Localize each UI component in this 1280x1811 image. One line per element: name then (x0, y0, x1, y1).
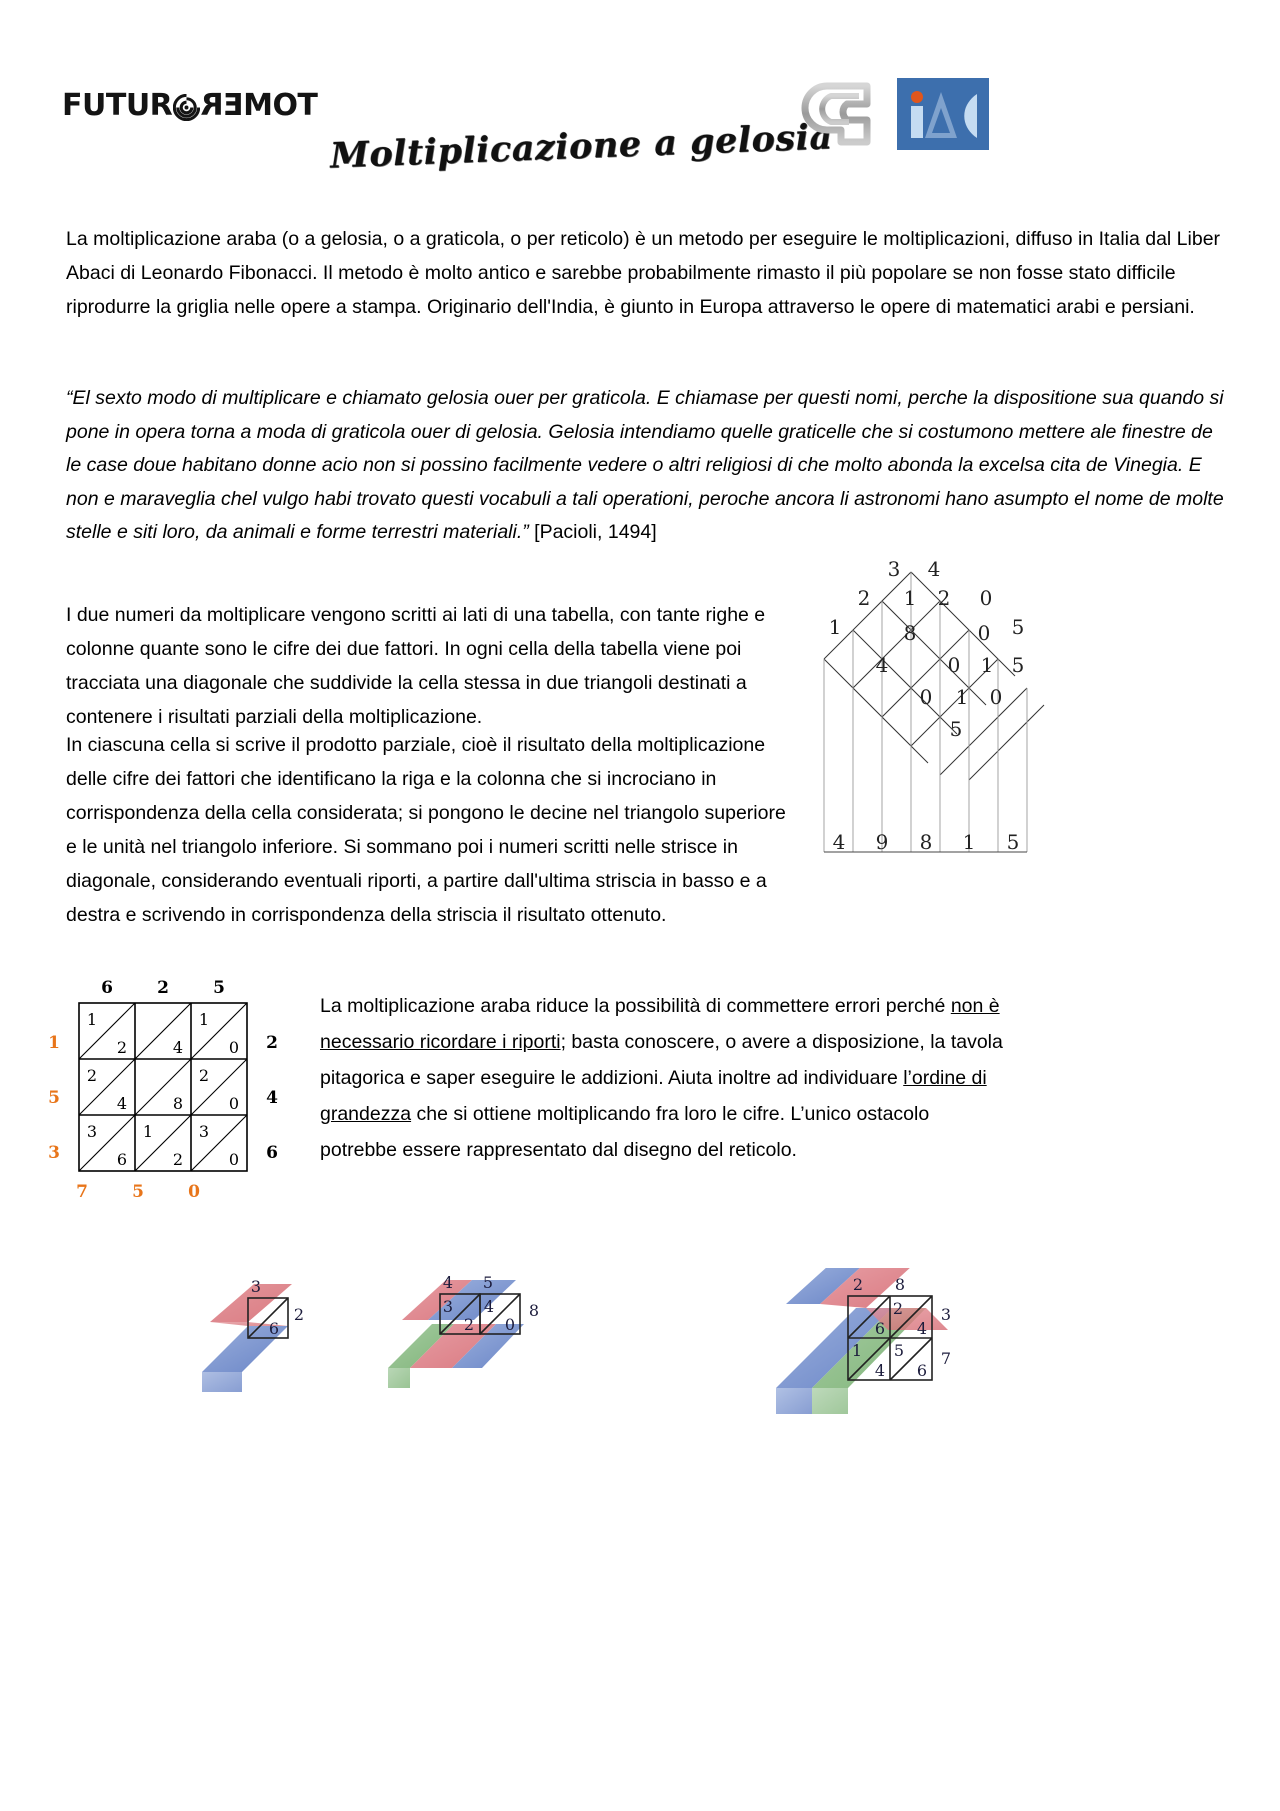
small-lattice-diagram (42, 975, 312, 1205)
svg-text:4: 4 (172, 1038, 184, 1057)
diamond-result-2: 8 (919, 830, 933, 854)
illu2-cell-1-lower: 0 (504, 1315, 516, 1334)
lattice-bottom-label-0: 7 (76, 1182, 88, 1202)
illu1-cell-lower: 6 (268, 1319, 280, 1338)
diamond-result-3: 1 (962, 830, 976, 854)
illu2-cell-1-upper: 4 (483, 1297, 495, 1316)
illu2-cell-0-upper: 3 (442, 1297, 454, 1316)
method-paragraph-a: I due numeri da moltiplicare vengono scritti ai lati di una tabella, con tante righe e colonne quante sono le cifre dei due fattori. In ogni cella della tabella viene poi tracciata una diagonale che suddivide la cella stessa in due triangoli destinati a contenere i risultati parziali della moltiplicazione. (66, 604, 766, 728)
pacioli-quote (66, 382, 1231, 550)
illu3-top-digit-1: 8 (894, 1275, 906, 1294)
quote-text: “El sexto modo di multiplicare e chiamato gelosia ouer per graticola. E chiamase per questi nomi, perche la dispositione sua quando si pone in opera torna a moda di graticola ouer di gelosia. Gelosia intendiamo quelle graticelle che si costumono mettere ale finestre de le case doue habitano donne acio non si possino facilmente vedere o altri religiosi di che molto abonda la excelsa cita de Vinegia. E non e maraveglia chel vulgo habi trovato questi vocabuli a tali operationi, peroche ancora li astronomi hano asumpto el nome de molte stelle e siti loro, da animali e forme terrestri materiali.” (66, 387, 1224, 543)
svg-text:3: 3 (86, 1122, 98, 1141)
futuro-remoto-logo (62, 88, 318, 123)
diamond-result-4: 5 (1006, 830, 1020, 854)
illustration-one-cell (196, 1280, 326, 1400)
illu1-top-digit: 3 (250, 1280, 262, 1296)
svg-text:2: 2 (116, 1038, 128, 1057)
diamond-lattice-diagram (806, 552, 1056, 882)
svg-text:4: 4 (116, 1094, 128, 1113)
illu3-top-digit-0: 2 (852, 1275, 864, 1294)
diamond-top-digit-0: 3 (887, 557, 901, 581)
illu2-top-digit-1: 5 (482, 1273, 494, 1292)
svg-text:5: 5 (1011, 615, 1025, 639)
illu3-cell-01-upper: 2 (892, 1299, 904, 1318)
logo-text-left: FUTUR (62, 88, 173, 123)
svg-text:8: 8 (172, 1094, 184, 1113)
lattice-top-label-1: 2 (157, 978, 169, 998)
lattice-bottom-label-1: 5 (132, 1182, 144, 1202)
advantages-text-3: che si ottiene moltiplicando fra loro le cifre. L’unico ostacolo potrebbe essere rappresentato dal disegno del reticolo. (320, 1103, 930, 1161)
svg-text:1: 1 (198, 1010, 210, 1029)
illu3-cell-10-upper: 1 (851, 1341, 863, 1360)
lattice-bottom-label-2: 0 (188, 1182, 200, 1202)
svg-text:2: 2 (937, 586, 951, 610)
svg-text:0: 0 (989, 685, 1003, 709)
svg-text:0: 0 (979, 586, 993, 610)
svg-text:4: 4 (875, 653, 889, 677)
iac-logo (897, 78, 989, 150)
svg-text:5: 5 (949, 717, 963, 741)
illu2-cell-0-lower: 2 (463, 1315, 475, 1334)
svg-text:2: 2 (86, 1066, 98, 1085)
intro-paragraph: La moltiplicazione araba (o a gelosia, o a graticola, o per reticolo) è un metodo per eseguire le moltiplicazioni, diffuso in Italia dal Liber Abaci di Leonardo Fibonacci. Il metodo è molto antico e sarebbe probabilmente rimasto il più popolare se non fosse stato difficile riprodurre la griglia nelle opere a stampa. Originario dell'India, è giunto in Europa attraverso le opere di matematici arabi e persiani. (66, 228, 1221, 318)
lattice-right-label-2: 6 (266, 1143, 278, 1163)
svg-text:0: 0 (947, 653, 961, 677)
illu2-side-digit: 8 (528, 1301, 540, 1320)
advantages-text-2: ; basta conoscere, o avere a disposizione, la tavola pitagorica e saper eseguire le addizioni. Aiuta inoltre ad individuare (320, 1031, 1003, 1089)
lattice-right-label-1: 4 (266, 1088, 278, 1108)
illu3-cell-01-lower: 4 (916, 1319, 928, 1338)
svg-text:1: 1 (142, 1122, 154, 1141)
svg-text:2: 2 (198, 1066, 210, 1085)
diamond-result-0: 4 (832, 830, 846, 854)
diamond-left-digit-0: 1 (828, 615, 842, 639)
illu3-cell-11-upper: 5 (893, 1341, 905, 1360)
diamond-upper-left-digit-0: 2 (857, 586, 871, 610)
svg-text:6: 6 (116, 1150, 128, 1169)
lattice-top-label-2: 5 (213, 978, 225, 998)
page-header (0, 0, 1280, 200)
lattice-left-label-2: 3 (48, 1143, 60, 1163)
illu3-cell-00-lower: 6 (874, 1319, 886, 1338)
diamond-top-digit-1: 4 (927, 557, 941, 581)
cnr-logo (795, 74, 883, 152)
svg-text:1: 1 (86, 1010, 98, 1029)
svg-text:5: 5 (1011, 653, 1025, 677)
lattice-left-label-0: 1 (48, 1033, 60, 1053)
illu2-top-digit-0: 4 (442, 1273, 454, 1292)
diamond-result-1: 9 (875, 830, 889, 854)
svg-text:8: 8 (903, 621, 917, 645)
svg-text:0: 0 (228, 1038, 240, 1057)
advantages-underline-1: non è necessario ricordare i riporti (320, 995, 1000, 1053)
svg-text:3: 3 (198, 1122, 210, 1141)
illu3-cell-11-lower: 6 (916, 1361, 928, 1380)
svg-text:1: 1 (955, 685, 969, 709)
illustration-two-cell (384, 1272, 564, 1402)
illu3-side-digit-0: 3 (940, 1305, 952, 1324)
page-title: Moltiplicazione a gelosia (329, 116, 834, 177)
lattice-left-label-1: 5 (48, 1088, 60, 1108)
lattice-top-label-0: 6 (101, 978, 113, 998)
quote-citation: [Pacioli, 1494] (534, 521, 657, 543)
svg-text:0: 0 (228, 1094, 240, 1113)
advantages-paragraph (320, 988, 1010, 1168)
illu3-side-digit-1: 7 (940, 1349, 952, 1368)
svg-text:0: 0 (977, 621, 991, 645)
illustration-four-cell (762, 1268, 972, 1428)
svg-text:0: 0 (228, 1150, 240, 1169)
advantages-text-1: La moltiplicazione araba riduce la possibilità di commettere errori perché (320, 995, 951, 1017)
illu3-cell-10-lower: 4 (874, 1361, 886, 1380)
logo-text-right: TOMER (201, 88, 319, 123)
method-paragraph-b: In ciascuna cella si scrive il prodotto parziale, cioè il risultato della moltiplicazione delle cifre dei fattori che identificano la riga e la colonna che si incrociano in corrispondenza della cella considerata; si pongono le decine nel triangolo superiore e le unità nel triangolo inferiore. Si sommano poi i numeri scritti nelle strisce in diagonale, considerando eventuali riporti, a partire dall'ultima striscia in basso e a destra e scrivendo in corrispondenza della striscia il risultato ottenuto. (66, 734, 786, 926)
illu1-side-digit: 2 (293, 1305, 305, 1324)
spiral-icon (173, 94, 200, 121)
svg-text:1: 1 (980, 653, 994, 677)
svg-text:1: 1 (903, 586, 917, 610)
svg-text:0: 0 (919, 685, 933, 709)
svg-text:2: 2 (172, 1150, 184, 1169)
lattice-right-label-0: 2 (266, 1033, 278, 1053)
advantages-underline-2: l’ordine di grandezza (320, 1067, 987, 1125)
